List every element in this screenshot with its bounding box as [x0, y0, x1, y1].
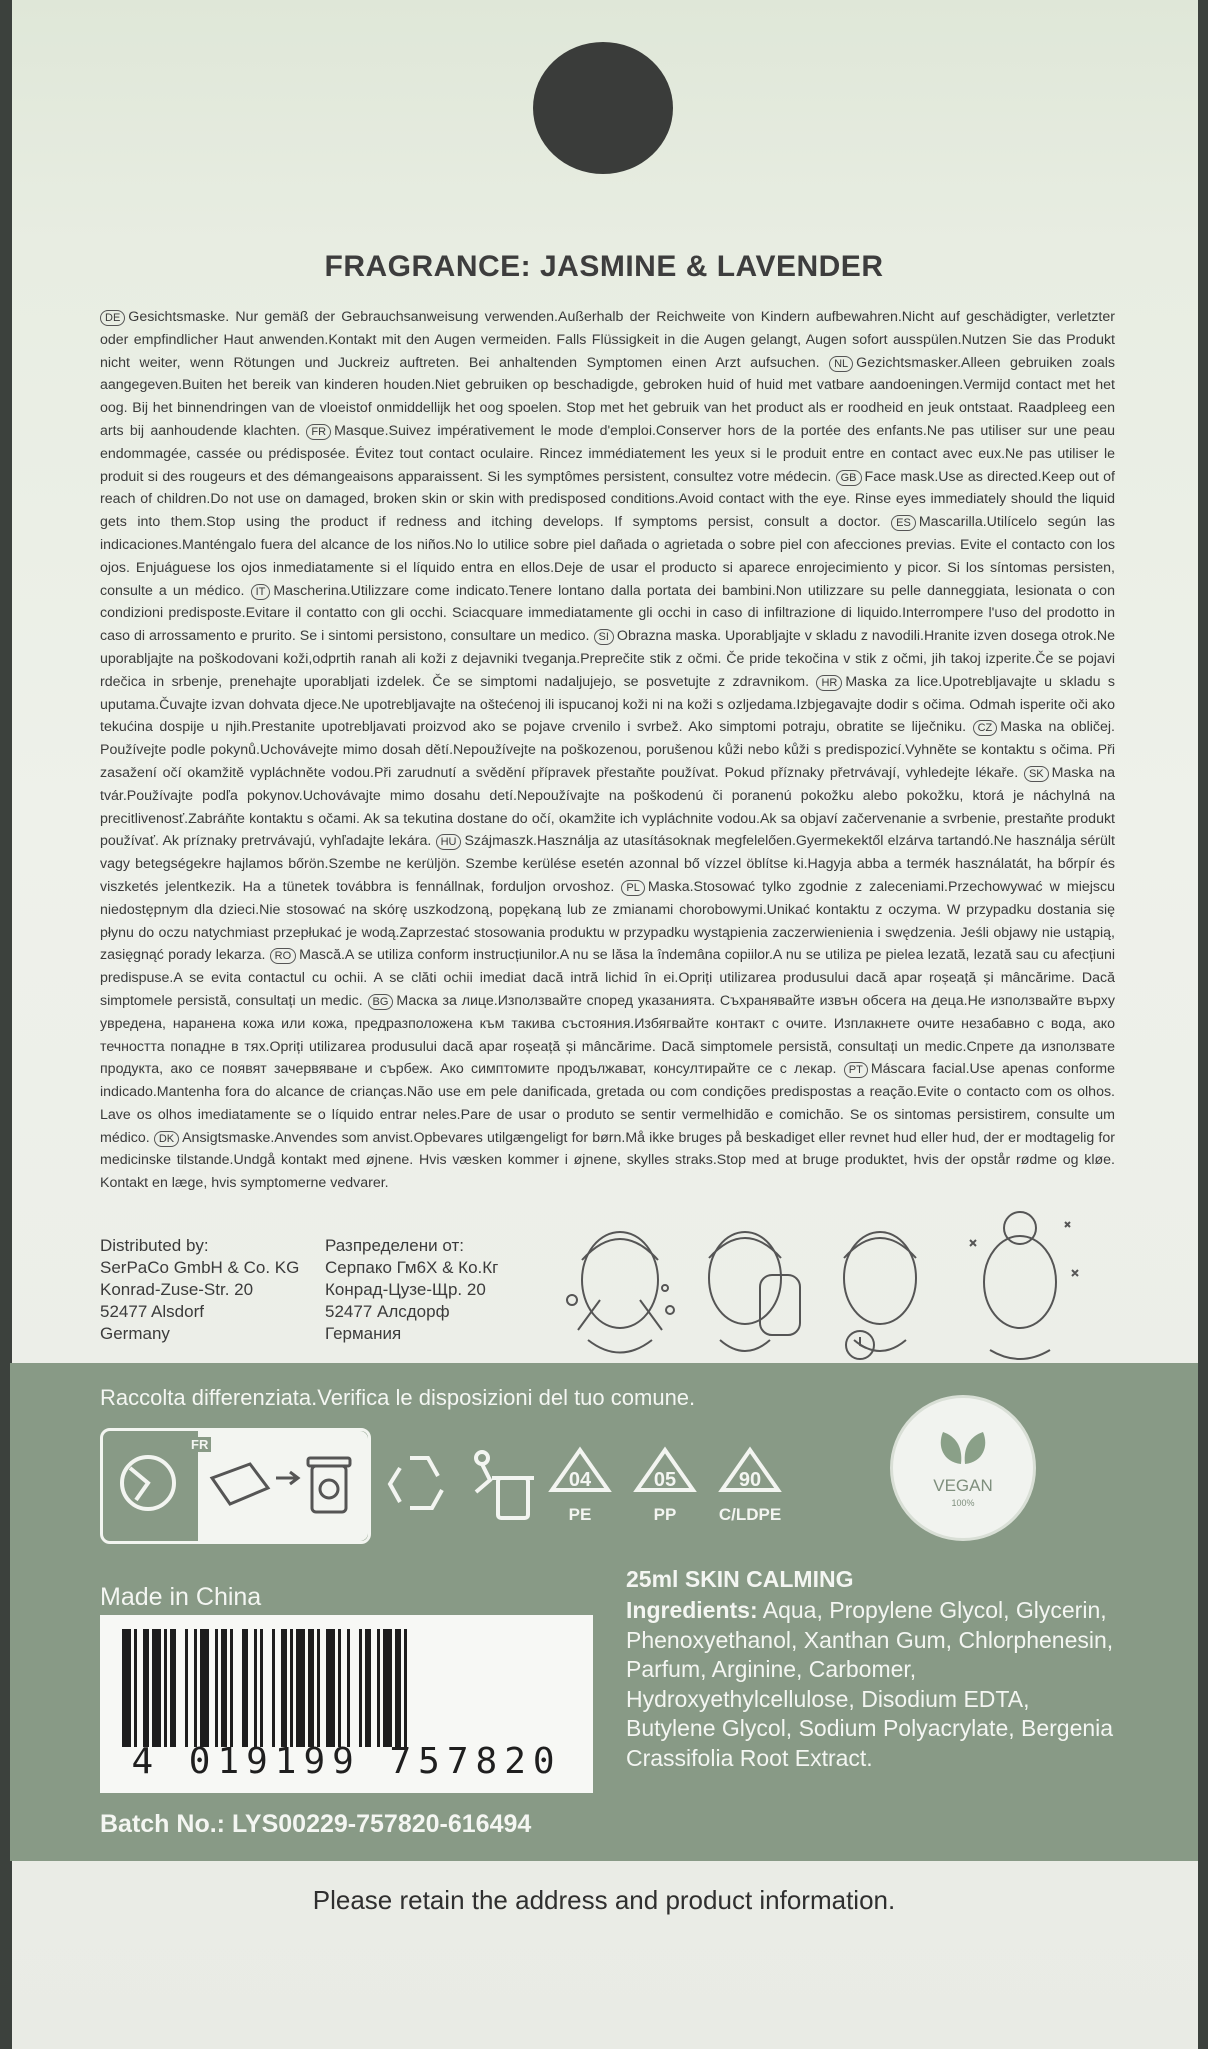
recycle-code-label: PP [653, 1505, 677, 1524]
vegan-badge [890, 1395, 1036, 1541]
recycle-code-number: 90 [738, 1469, 762, 1491]
instructions-it: Mascherina.Utilizzare come indicato.Tenere lontano dalla portata dei bambini.Non utilizzare su pelle danneggiata, lesionata o con condizioni predisposte.Evitare il contatto con gli occhi. Sciacquare immediatamente gli occhi in caso di infiltrazione di liquido.Interrompere l'uso del prodotto in caso di arrossamento e prurito. Se i sintomi persistono, consultare un medico. [100, 582, 1115, 645]
instructions-fr: Masque.Suivez impérativement le mode d'emploi.Conserver hors de la portée des enfants.Ne pas utiliser sur une peau endommagée, cassée ou prédisposée. Évitez tout contact oculaire. Rincez immédiatement les yeux si le produit entre en contact avec eux.Ne pas utiliser le produit si des rougeurs et des démangeaisons apparaissent. Si les symptômes persistent, consultez votre médecin. [100, 422, 1116, 485]
litter-bin-icon [476, 1452, 534, 1518]
language-code-it: IT [251, 584, 271, 600]
fragrance-title: FRAGRANCE: JASMINE & LAVENDER [324, 250, 884, 283]
instructions-dk: Ansigtsmaske.Anvendes som anvist.Opbevares utilgængeligt for børn.Må ikke bruges på beskadiget eller revnet hud eller hud, der er modtagelig for medicinske tilstande.Undgå kontakt med øjnene. Hvis væsken kommer i øjnene, skylles straks.Stop med at bruge produktet, hvis der opstår rødme og kløe. Kontakt en læge, hvis symptomerne vedvarer. [100, 1129, 1115, 1192]
instructions-ro: Mască.A se utiliza conform instrucțiunilor.A nu se lăsa la îndemâna copiilor.A nu se utiliza pe pielea lezată, lezată sau cu afecțiuni predispuse.A se evita contactul cu ochii. A se clăti ochii imediat dacă intră lichid în ei.Opriți utilizarea produsului dacă apar roșeață și mâncărime. Dacă simptomele persistă, consultați un medic. [100, 947, 1115, 1009]
barcode-bar [221, 1629, 227, 1747]
usage-illustration [560, 1200, 1100, 1370]
hang-hole [533, 42, 673, 174]
barcode-bar [404, 1629, 407, 1747]
recycle-code-number: 04 [568, 1469, 592, 1491]
language-code-nl: NL [829, 356, 853, 372]
instructions-pt: Máscara facial.Use apenas conforme indicado.Mantenha fora do alcance de crianças.Não use em pele danificada, gretada ou com condições predispostas a reação.Evite o contacto com os olhos. Lave os olhos imediatamente se o líquido entrar neles.Pare de usar o produto se sentir vermelhidão e comichão. Se os sintomas persistirem, consulte um médico. [100, 1061, 1115, 1146]
sachet-sort-icon [212, 1464, 298, 1504]
barcode-bar [260, 1629, 263, 1747]
distributor-bulgarian [325, 1235, 498, 1345]
distributor-line: Серпако Гм6Х & Ко.Кг [325, 1258, 499, 1277]
instructions-pl: Maska.Stosować tylko zgodnie z zaleceniami.Przechowywać w miejscu niedostępnym dla dzieci.Nie stosować na skórę uszkodzoną, popękaną lub ze zmianami chorobowymi.Unikać kontaktu z oczyma. W przypadku dostania się płynu do oczu natychmiast przepłukać je wodą.Zaprzestać stosowania produktu w przypadku wystąpienia zaczerwienienia i swędzenia. Jeśli objawy nie ustąpią, zasięgnąć porady lekarza. [100, 878, 1115, 964]
barcode-bar [296, 1629, 305, 1747]
barcode-bar [383, 1629, 392, 1747]
distributor-line: Конрад-Цузе-Щр. 20 [325, 1280, 486, 1299]
language-code-sk: SK [1024, 766, 1049, 782]
ingredients [626, 1596, 1116, 1773]
barcode-digits: 4 019199 757820 [131, 1741, 562, 1782]
instructions-si: Obrazna maska. Uporabljajte v skladu z navodili.Hranite izven dosega otrok.Ne uporabljajte na poškodovani koži,odprtih ranah ali koži z dejavniki tveganja.Preprečite stik z očmi. Če pride tekočina v stik z očmi, jih takoj izperite.Če se pojavi rdečica in srbenje, prenehajte uporabljati izdelek. Če se simptomi nadaljujejo, se posvetujte z zdravnikom. [100, 628, 1115, 690]
recycling-symbols [380, 1440, 880, 1540]
barcode-bar [152, 1629, 161, 1747]
triman-icons [100, 1428, 365, 1538]
face-wait-icon [844, 1232, 916, 1359]
distributor-line: 52477 Alsdorf [100, 1302, 204, 1321]
barcode-bar [326, 1629, 335, 1747]
barcode-bar [143, 1629, 149, 1747]
language-code-fr: FR [306, 424, 331, 440]
leaf-icon [933, 1426, 993, 1468]
ingredients-lead: Ingredients: [626, 1597, 758, 1623]
distributor-line: Distributed by: [100, 1236, 209, 1255]
barcode-bar [254, 1629, 257, 1747]
made-in-label: Made in China [100, 1583, 262, 1611]
vegan-percent: 100% [951, 1498, 975, 1508]
recycle-code-label: C/LDPE [718, 1505, 782, 1524]
recycle-code-label: PE [568, 1505, 592, 1524]
language-code-pt: PT [844, 1062, 868, 1078]
multilingual-instructions [100, 306, 1115, 1195]
barcode-bar [134, 1629, 137, 1747]
instructions-hu: Szájmaszk.Használja az utasításoknak megfelelően.Gyermekektől elzárva tartandó.Ne használja sérült vagy betegségekre hajlamos bőrön.Szembe ne kerüljön. Szembe kerülése esetén azonnal bő vízzel öblítse ki.Hagyja abba a termék használatát, ha bőrpír és viszketés jelentkezik. Ha a tünetek továbbra is fennállnak, forduljon orvoshoz. [100, 833, 1115, 895]
triman-icon [122, 1457, 174, 1509]
barcode-bar [365, 1629, 371, 1747]
barcode-bar [317, 1629, 320, 1747]
language-code-ro: RO [270, 948, 297, 964]
instructions-cz: Maska na obličej. Používejte podle pokynů.Uchovávejte mimo dosah dětí.Nepoužívejte na poškozenou, porušenou kůži nebo kůži s predispozicí.Vyhněte se kontaktu s očima. Při zasažení očí okamžitě vypláchněte vodou.Při zarudnutí a svědění přípravek přestaňte používat. Pokud příznaky přetrvávají, vyhledejte lékaře. [100, 719, 1116, 781]
retain-note: Please retain the address and product information. [312, 1885, 896, 1915]
language-code-si: SI [594, 629, 614, 645]
language-code-gb: GB [836, 470, 862, 486]
barcode-bar [164, 1629, 167, 1747]
distributor-line: Разпределени от: [325, 1236, 464, 1255]
face-mask-on-icon [709, 1232, 800, 1351]
recycle-arrows-icon [390, 1458, 442, 1508]
recycle-code-number: 05 [653, 1469, 677, 1491]
volume-line: 25ml SKIN CALMING [626, 1566, 854, 1592]
barcode-bars [122, 1629, 572, 1747]
barcode-bar [281, 1629, 287, 1747]
barcode-bar [185, 1629, 188, 1747]
instructions-nl: Gezichtsmasker.Alleen gebruiken zoals aangegeven.Buiten het bereik van kinderen houden.Niet gebruiken op beschadigde, gebroken huid of huid met vatbare aandoeningen.Vermijd contact met het oog. Bij het binnendringen van de vloeistof onmiddellijk het oog spoelen. Stop met het gebruik van het product als er roodheid en jeuk ontstaat. Raadpleeg een arts bij aanhoudende klachten. [100, 354, 1115, 439]
barcode-bar [200, 1629, 209, 1747]
background-right-edge [1198, 0, 1208, 2049]
barcode-bar [347, 1629, 350, 1747]
barcode-bar [242, 1629, 248, 1747]
language-code-de: DE [100, 310, 125, 326]
barcode-bar [308, 1629, 314, 1747]
language-code-hr: HR [816, 675, 842, 691]
barcode-bar [170, 1629, 176, 1747]
barcode-bar [377, 1629, 380, 1747]
distributor-line: Germany [100, 1324, 170, 1343]
language-code-bg: BG [368, 994, 394, 1010]
barcode-bar [395, 1629, 401, 1747]
distributor-line: Германия [325, 1324, 402, 1343]
language-code-dk: DK [154, 1131, 179, 1147]
barcode-bar [122, 1629, 131, 1747]
instructions-sk: Maska na tvár.Používajte podľa pokynov.Uchovávajte mimo dosahu detí.Nepoužívajte na poškodenú či poranenú pokožku alebo pokožku, ktorá je náchylná na precitlivenosť.Zabráňte kontaktu s očami. Ak sa tekutina dostane do očí, okamžite ich vypláchnite vodou.Ak sa objaví začervenanie a svrbenie, prestaňte produkt používať. Ak príznaky pretrvávajú, vyhľadajte lekára. [100, 764, 1115, 850]
fr-badge: FR [188, 1437, 211, 1452]
barcode-bar [359, 1629, 362, 1747]
instructions-es: Mascarilla.Utilícelo según las indicaciones.Manténgalo fuera del alcance de los niños.No lo utilice sobre piel dañada o agrietada o sobre piel con afecciones previas. Evite el contacto con los ojos. Enjuáguese los ojos inmediatamente si el líquido entra en ellos.Deje de usar el producto si aparece enrojecimiento y picor. Si los síntomas persisten, consulte a un médico. [100, 514, 1115, 599]
ingredients-text: Aqua, Propylene Glycol, Glycerin, Phenoxyethanol, Xanthan Gum, Chlorphenesin, Parfum, Arginine, Carbomer, Hydroxyethylcellulose, Disodium EDTA, Butylene Glycol, Sodium Polyacrylate, Bergenia Crassifolia Root Extract. [626, 1597, 1114, 1771]
language-code-pl: PL [621, 880, 644, 896]
distributor-english [100, 1235, 299, 1345]
recycling-note: Raccolta differenziata.Verifica le disposizioni del tuo comune. [100, 1385, 696, 1410]
instructions-bg: Маска за лице.Използвайте според указанията. Съхранявайте извън обсега на деца.Не използвайте върху увредена, наранена кожа или кожа, предразположена към такива състояния.Избягвайте контакт с очите. Изплакнете очите незабавно с вода, ако течността попадне в тях.Opriți utilizarea produsului dacă apar roșeață și mâncărime. Dacă simptomele persistă, consultați un medic.Спрете да използвате продукта, ако се появят зачервяване и сърбеж. Ако симптомите продължават, консултирайте се с лекар. [100, 992, 1115, 1078]
bin-icon [308, 1458, 350, 1512]
barcode-bar [215, 1629, 218, 1747]
distributor-line: 52477 Алсдорф [325, 1302, 450, 1321]
language-code-hu: HU [436, 834, 462, 850]
instructions-de: Gesichtsmaske. Nur gemäß der Gebrauchsanweisung verwenden.Außerhalb der Reichweite von Kindern aufbewahren.Nicht auf geschädigter, verletzter oder empfindlicher Haut anwenden.Kontakt mit den Augen vermeiden. Falls Flüssigkeit in die Augen gelangt, Augen sofort ausspülen.Nutzen Sie das Produkt nicht weiter, wenn Rötungen und Juckreiz auftreten. Bei anhaltenden Symptomen einen Arzt aufsuchen. [100, 309, 1115, 371]
barcode-bar [338, 1629, 341, 1747]
barcode-bar [194, 1629, 197, 1747]
distributor-line: SerPaCo GmbH & Co. KG [100, 1258, 300, 1277]
instructions-hr: Maska za lice.Upotrebljavajte u skladu s uputama.Čuvajte izvan dohvata djece.Ne upotrebljavajte na oštećenoj ili ispucanoj koži ni na koži s ozljedama.Izbjegavajte dodir s očima. Odmah isperite oči ako tekućina dospije u njih.Prestanite upotrebljavati proizvod ako se pojave crvenilo i svrbež. Ako simptomi potraju, obratite se liječniku. [100, 673, 1115, 736]
barcode-bar [230, 1629, 233, 1747]
batch-number: Batch No.: LYS00229-757820-616494 [100, 1810, 532, 1838]
barcode-bar [272, 1629, 275, 1747]
face-apply-icon [567, 1232, 674, 1353]
face-glowing-icon [970, 1212, 1078, 1359]
instructions-gb: Face mask.Use as directed.Keep out of reach of children.Do not use on damaged, broken skin or skin with predisposed conditions.Avoid contact with the eye. Rinse eyes immediately should the liquid gets into them.Stop using the product if redness and itching develops. If symptoms persist, consult a doctor. [100, 468, 1115, 531]
distributor-line: Konrad-Zuse-Str. 20 [100, 1280, 254, 1299]
language-code-cz: CZ [973, 720, 998, 736]
vegan-label: VEGAN [933, 1476, 993, 1495]
barcode-bar [290, 1629, 293, 1747]
language-code-es: ES [891, 515, 916, 531]
